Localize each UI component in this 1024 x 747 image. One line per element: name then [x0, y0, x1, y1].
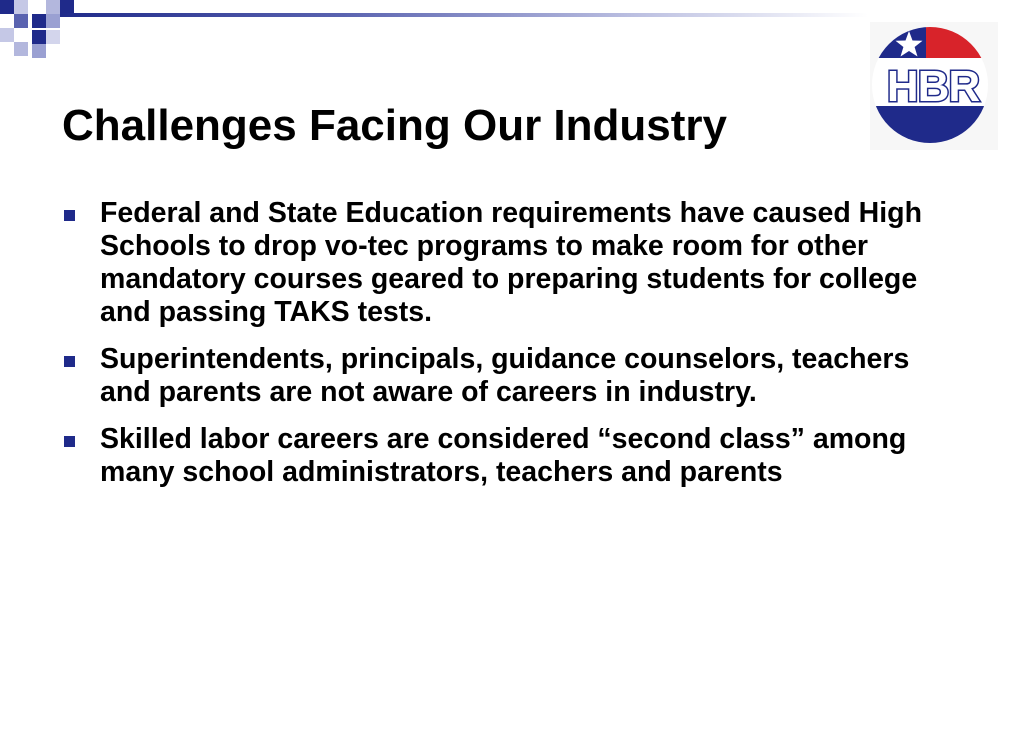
square-bullet-icon	[64, 210, 75, 221]
hbr-logo-icon	[870, 22, 998, 150]
logo-text: HBR	[886, 62, 980, 111]
deco-square	[60, 0, 74, 14]
deco-square	[32, 30, 46, 44]
slide-title: Challenges Facing Our Industry	[62, 101, 728, 150]
bullet-text: Skilled labor careers are considered “second class” among many school administrators, teachers and parents	[100, 423, 907, 488]
list-item	[62, 343, 962, 409]
deco-square	[14, 14, 28, 28]
hbr-logo	[870, 22, 998, 150]
deco-square	[32, 44, 46, 58]
deco-square	[46, 14, 60, 28]
square-bullet-icon	[64, 356, 75, 367]
corner-decoration	[0, 0, 90, 70]
bullet-text: Federal and State Education requirements have caused High Schools to drop vo-tec programs to make room for other mandatory courses geared to preparing students for college and passing TAKS tests.	[100, 197, 922, 328]
deco-square	[14, 42, 28, 56]
bullet-list	[62, 197, 962, 503]
deco-square	[46, 0, 60, 14]
deco-square	[46, 30, 60, 44]
deco-square	[32, 14, 46, 28]
header-gradient-rule	[60, 13, 868, 17]
list-item	[62, 423, 962, 489]
bullet-text: Superintendents, principals, guidance counselors, teachers and parents are not aware of careers in industry.	[100, 343, 910, 408]
square-bullet-icon	[64, 436, 75, 447]
list-item	[62, 197, 962, 329]
deco-square	[0, 28, 14, 42]
deco-square	[14, 0, 28, 14]
deco-square	[0, 0, 14, 14]
